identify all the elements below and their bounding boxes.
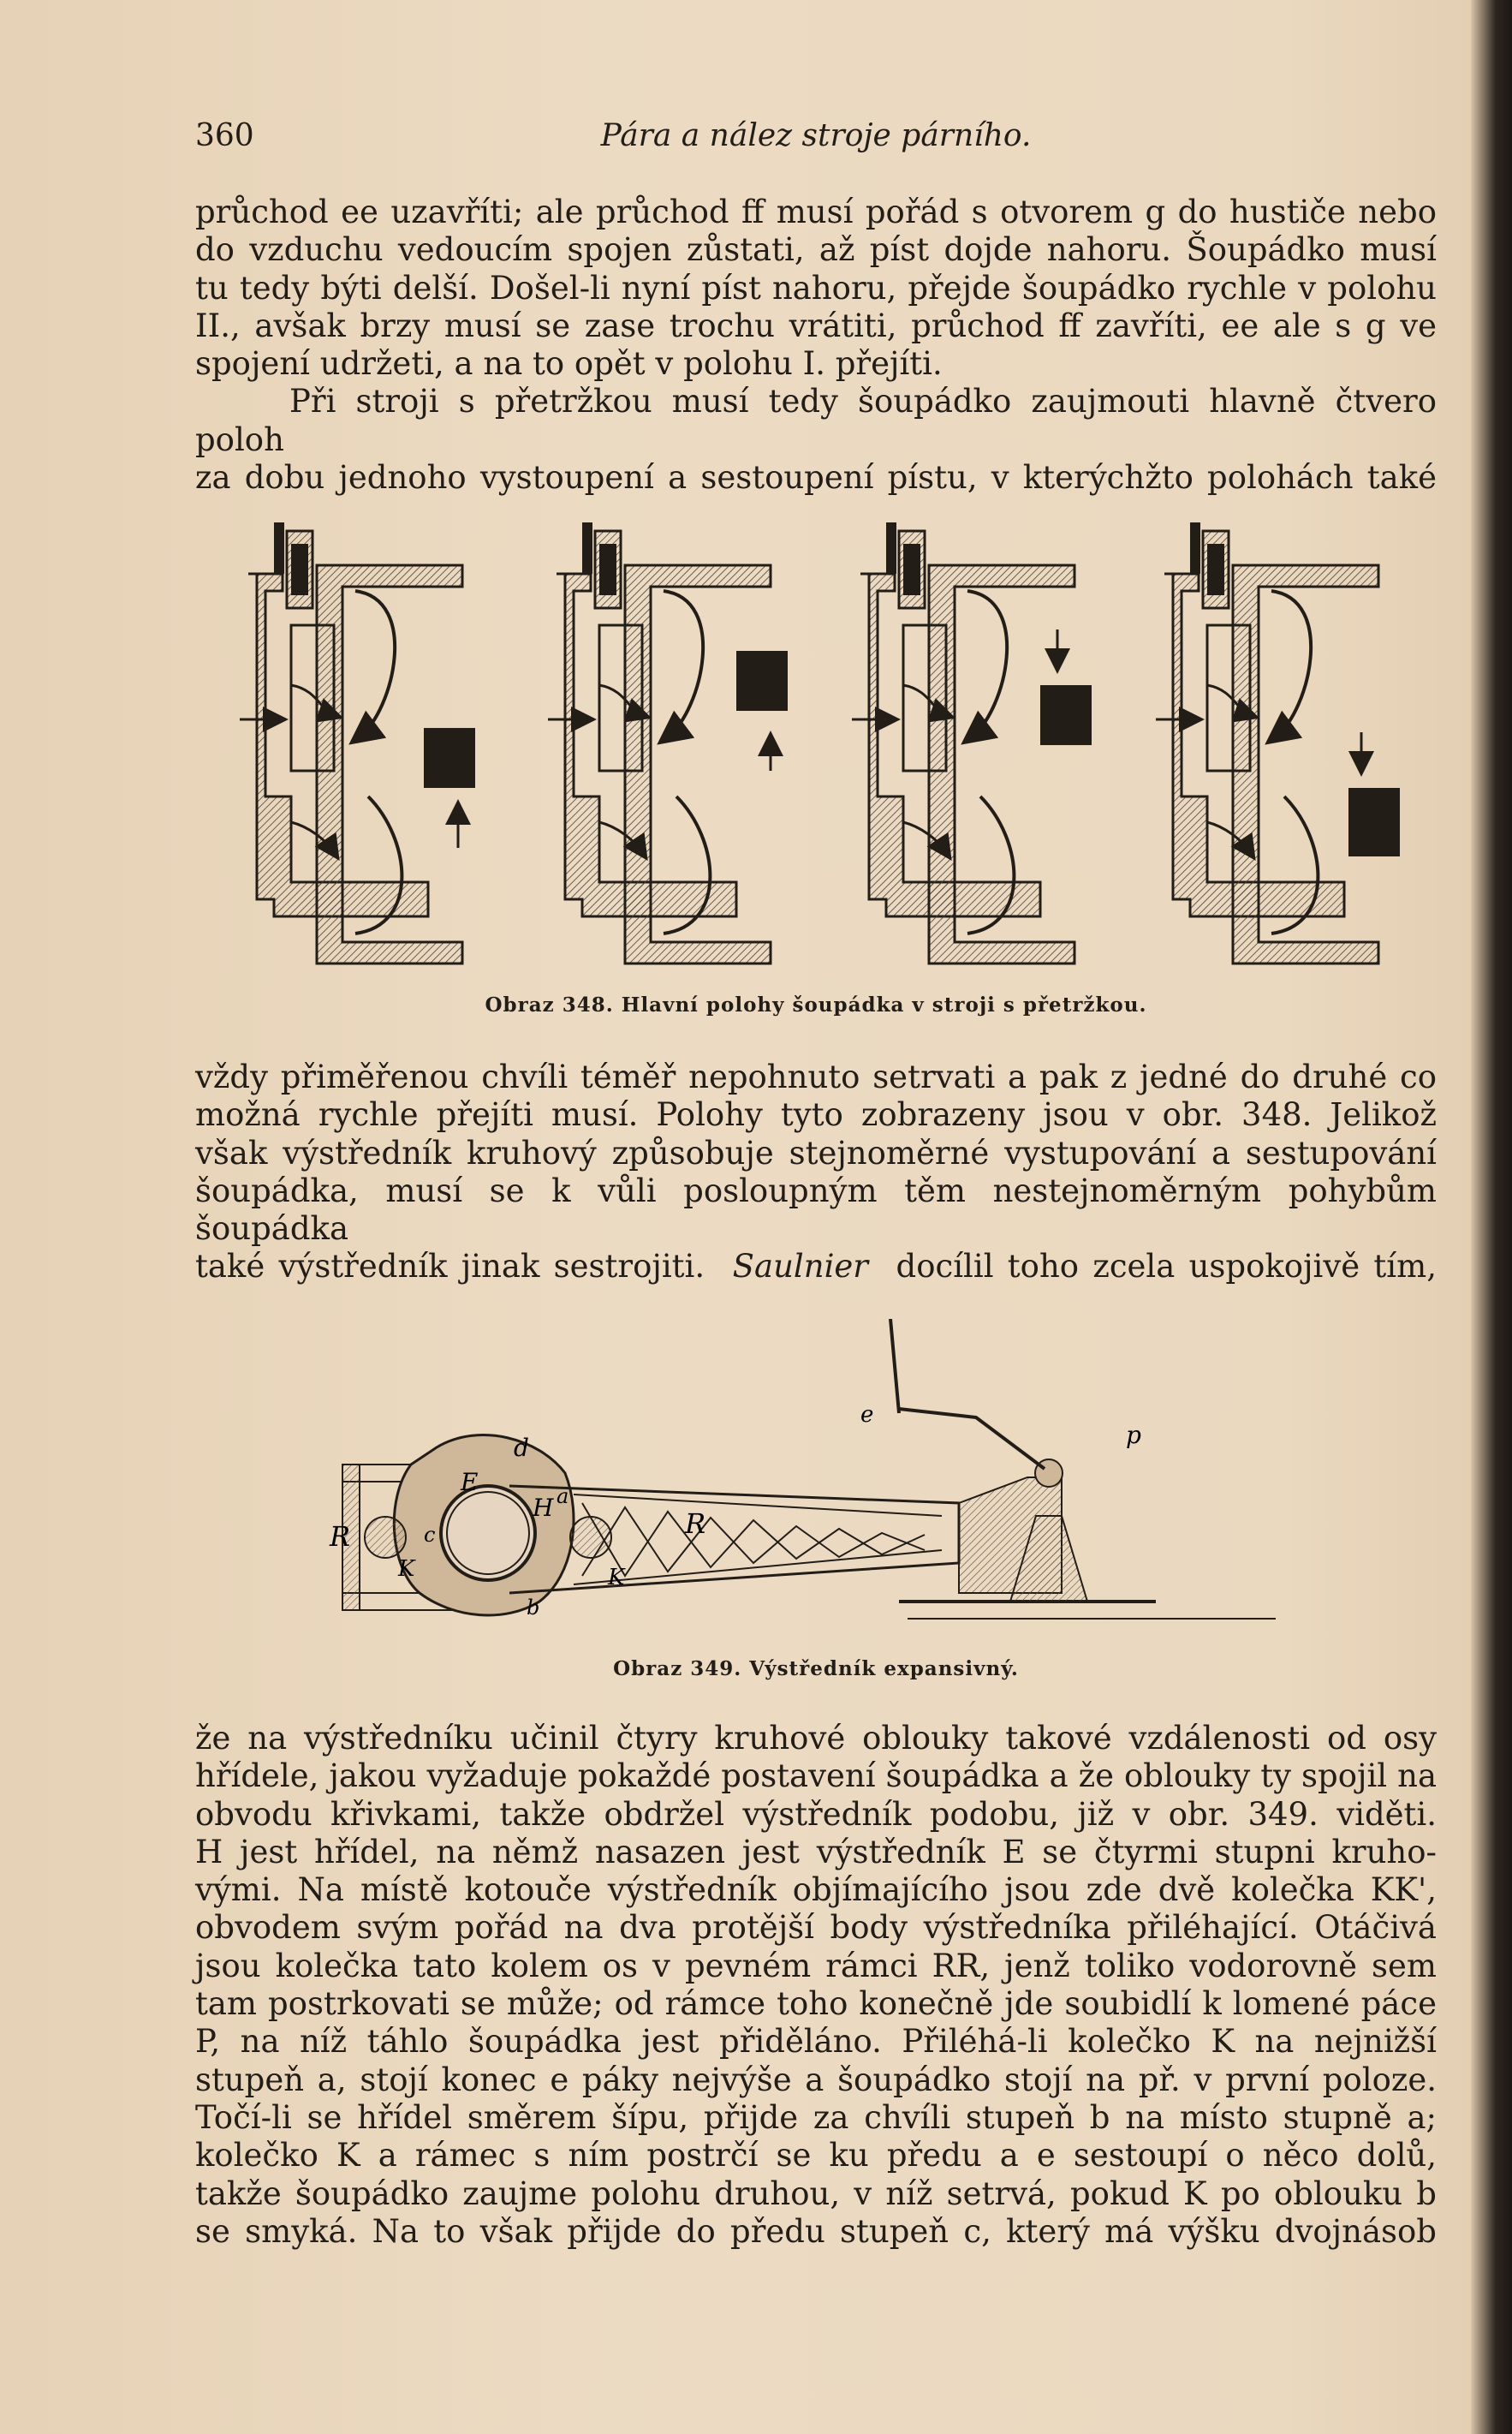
text-line: tu tedy býti delší. Došel-li nyní píst nahoru, přejde šoupádko rychle v polohu — [195, 269, 1437, 307]
text-line: průchod ee uzavříti; ale průchod ff musí pořád s otvorem g do hustiče nebo — [195, 194, 1437, 230]
text-line: možná rychle přejíti musí. Polohy tyto zobrazeny jsou v obr. 348. Jelikož — [195, 1096, 1437, 1134]
paragraph-1 — [195, 194, 1437, 497]
text-line: vými. Na místě kotouče výstředník objímajícího jsou zde dvě kolečka KK', — [195, 1871, 1437, 1909]
text-line: takže šoupádko zaujme polohu druhou, v níž setrvá, pokud K po oblouku b — [195, 2174, 1437, 2212]
page-header — [195, 118, 1437, 161]
text-line: vždy přiměřenou chvíli téměř nepohnuto setrvati a pak z jedné do druhé co — [195, 1059, 1437, 1095]
text-line: za dobu jednoho vystoupení a sestoupení pístu, v kterýchžto polohách také — [195, 459, 1437, 497]
text-line: tam postrkovati se může; od rámce toho konečně jde soubidlí k lomené páce — [195, 1985, 1437, 2023]
text-line: P, na níž táhlo šoupádka jest přiděláno. Přiléhá-li kolečko K na nejnižší — [195, 2023, 1437, 2061]
text-line: jsou kolečka tato kolem os v pevném rámci RR, jenž toliko vodorovně sem — [195, 1947, 1437, 1984]
figure-348-caption: Obraz 348. Hlavní polohy šoupádka v stroji s přetržkou. — [485, 993, 1147, 1017]
page-edge — [1471, 0, 1512, 2434]
saulnier-name: Saulnier — [732, 1248, 868, 1286]
text-line: šoupádka, musí se k vůli posloupným těm nestejnoměrným pohybům šoupádka — [195, 1172, 1437, 1248]
label-K-left: K — [398, 1556, 415, 1582]
text-line: že na výstředníku učinil čtyry kruhové oblouky takové vzdálenosti od osy — [195, 1720, 1437, 1757]
text-line: Točí-li se hřídel směrem šípu, přijde za chvíli stupeň b na místo stupně a; — [195, 2098, 1437, 2136]
page-number: 360 — [195, 118, 254, 153]
valve-position-2 — [548, 522, 788, 963]
paragraph-2 — [195, 1059, 1437, 1286]
label-p: p — [1126, 1421, 1141, 1449]
running-title: Pára a nález stroje párního. — [600, 118, 1032, 153]
label-d: d — [514, 1434, 529, 1462]
text-line: spojení udržeti, a na to opět v polohu I. přejíti. — [195, 345, 943, 383]
label-K-right: K — [608, 1565, 625, 1590]
valve-position-4 — [1156, 522, 1400, 963]
paragraph-3 — [195, 1720, 1437, 2251]
text-fragment: také výstředník jinak sestrojiti. — [195, 1248, 705, 1286]
text-line: kolečko K a rámec s ním postrčí se ku předu a e sestoupí o něco dolů, — [195, 2137, 1437, 2174]
label-a: a — [557, 1484, 569, 1508]
text-line: Při stroji s přetržkou musí tedy šoupádko zaujmouti hlavně čtvero poloh — [195, 383, 1437, 458]
label-b: b — [527, 1596, 540, 1620]
label-e: e — [860, 1402, 874, 1428]
label-E: E — [461, 1468, 479, 1496]
figure-349-caption: Obraz 349. Výstředník expansivný. — [613, 1657, 1019, 1680]
figure-348-slide-valve-positions — [231, 505, 1404, 968]
text-fragment: docílil toho zcela uspokojivě tím, — [896, 1248, 1437, 1286]
text-line: však výstředník kruhový způsobuje stejnoměrné vystupování a sestupování — [195, 1134, 1437, 1172]
figure-349-expansion-eccentric — [308, 1319, 1310, 1636]
text-line — [195, 1248, 1437, 1286]
valve-position-1 — [240, 522, 475, 963]
label-H: H — [533, 1494, 554, 1522]
text-line: hřídele, jakou vyžaduje pokaždé postavení šoupádka a že oblouky ty spojil na — [195, 1757, 1437, 1795]
text-line: se smyká. Na to však přijde do předu stupeň c, který má výšku dvojnásob — [195, 2212, 1437, 2250]
text-line: obvodu křivkami, takže obdržel výstředník podobu, již v obr. 349. viděti. — [195, 1795, 1437, 1833]
text-line: obvodem svým pořád na dva protější body výstředníka přiléhající. Otáčivá — [195, 1909, 1437, 1947]
text-line: H jest hřídel, na němž nasazen jest výstředník E se čtyrmi stupni kruho- — [195, 1833, 1437, 1870]
label-c: c — [424, 1523, 436, 1547]
text-line: do vzduchu vedoucím spojen zůstati, až píst dojde nahoru. Šoupádko musí — [195, 231, 1437, 269]
slide-valve-drawing — [231, 505, 1404, 968]
text-line: stupeň a, stojí konec e páky nejvýše a šoupádko stojí na př. v první poloze. — [195, 2061, 1437, 2098]
text-line: II., avšak brzy musí se zase trochu vrátiti, průchod ff zavříti, ee ale s g ve — [195, 307, 1437, 344]
label-R-left: R — [330, 1520, 351, 1553]
valve-position-3 — [852, 522, 1092, 963]
eccentric-drawing — [308, 1319, 1310, 1636]
label-R-right: R — [685, 1507, 706, 1540]
